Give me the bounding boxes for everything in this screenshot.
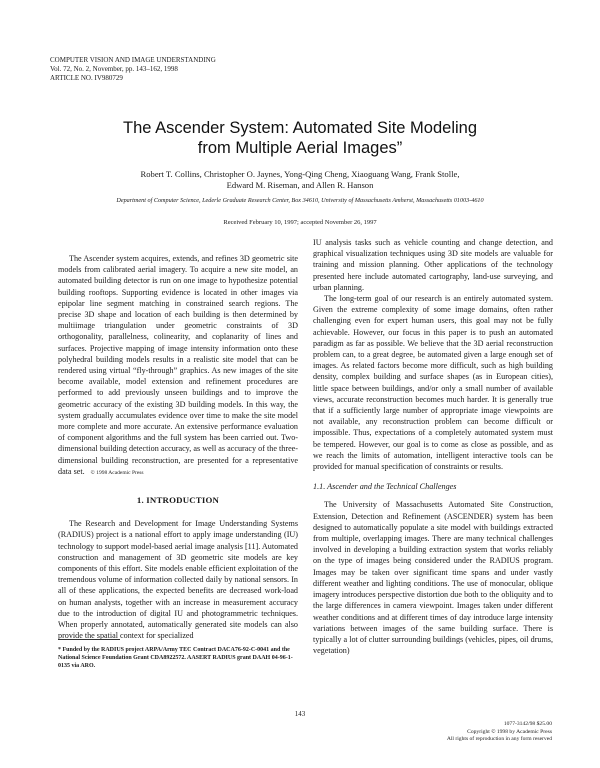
article-number: ARTICLE NO. IV980729	[50, 74, 123, 82]
authors-line-1: Robert T. Collins, Christopher O. Jaynes, Yong-Qing Cheng, Xiaoguang Wang, Frank Stolle,	[140, 169, 460, 179]
right-column	[313, 237, 553, 656]
received-dates: Received February 10, 1997; accepted November 26, 1997	[223, 219, 377, 226]
title-line-2: from Multiple Aerial Images”	[197, 139, 403, 157]
abstract-text: The Ascender system acquires, extends, and refines 3D geometric site models from calibrated aerial imagery. To acquire a new site model, an automated building detector is run on one image to hypothesize potential building rooftops. Supporting evidence is located in other images via epipolar line segment matching in constrained search regions. The precise 3D shape and location of each building is then determined by multiimage triangulation under geometric constraints of 3D orthogonality, parallelness, colinearity, and coplanarity of lines and surfaces. Projective mapping of image intensity information onto these polyhedral building models results in a realistic site model that can be rendered using virtual “fly-through” graphics. As new images of the site become available, model extension and refinement procedures are performed to add previously unseen buildings and to improve the geometric accuracy of the existing 3D building models. In this way, the system gradually accumulates evidence over time to make the site model more complete and more accurate. An extensive performance evaluation of component algorithms and the full system has been carried out. Two-dimensional building detection accuracy, as well as accuracy of the three-dimensional building reconstruction, are presented for a representative data set.	[58, 254, 298, 476]
journal-name: COMPUTER VISION AND IMAGE UNDERSTANDING	[50, 56, 216, 64]
title-line-1: The Ascender System: Automated Site Modeling	[122, 119, 478, 137]
footnote-divider	[58, 639, 120, 640]
intro-paragraph-3: The University of Massachusetts Automated Site Construction, Extension, Detection and Refinement (ASCENDER) system has been designed to automatically populate a site model with buildings extracted from multiple, overlapping images. There are many technical challenges involved in developing a building extraction system that works reliably on the type of images being considered under the RADIUS program. Images may be taken over significant time spans and under vastly different weather and lighting conditions. The use of monocular, oblique imagery introduces perspective distortion due both to the obliquity and to the large differences in camera viewpoint. Images taken under different weather conditions and at different times of day introduce large intensity variations between images of the same building surface. There is typically a lot of clutter surrounding buildings (vehicles, pipes, oil drums, vegetation)	[313, 500, 553, 656]
copyright-line: Copyright © 1998 by Academic Press	[467, 728, 552, 735]
funding-footnote: * Funded by the RADIUS project ARPA/Army TEC Contract DACA76-92-C-0041 and the National Science Foundation Grant CDA8922572. AASERT RADIUS grant DAAH 04-96-1-0135 via ARO.	[58, 647, 293, 669]
abstract-copyright: © 1998 Academic Press	[90, 469, 144, 476]
intro-paragraph-1: The Research and Development for Image Understanding Systems (RADIUS) project is a national effort to apply image understanding (IU) technology to support model-based aerial image analysis [11]. Automated construction and management of 3D geometric site models are key components of this effort. Site models enable efficient exploitation of the tremendous volume of information collected daily by national sensors. In all of these applications, the expected benefits are decreased work-load on human analysts, together with an increase in measurement accuracy due to the introduction of digital IU and photogrammetric techniques. When properly annotated, automatically generated site models can also provide the spatial context for specialized	[58, 519, 298, 641]
authors-line-2: Edward M. Riseman, and Allen R. Hanson	[226, 180, 374, 190]
journal-header	[50, 56, 350, 83]
section-heading-introduction: 1. INTRODUCTION	[136, 495, 220, 506]
copyright-block	[400, 721, 552, 744]
affiliation: Department of Computer Science, Lederle Graduate Research Center, Box 34610, University of Massachusetts Amherst, Massachusetts 01003-4610	[116, 197, 484, 204]
paper-title	[40, 118, 560, 158]
abstract	[58, 253, 298, 479]
author-list	[40, 169, 560, 191]
intro-paragraph-2: The long-term goal of our research is an entirely automated system. Given the extreme complexity of some image domains, often rather challenging even for expert human users, this goal may not be fully achievable. However, our focus in this paper is to push an automated paradigm as far as possible. We believe that the 3D aerial reconstruction problem can, to a great degree, be automated given a large enough set of images. As related factors become more difficult, such as high building density, complex building and surface shapes (as in European cities), little space between buildings, and/or only a small number of available views, accurate reconstruction becomes much harder. It is generally true that if a sufficiently large number of appropriate image viewpoints are not available, any reconstruction problem can become difficult or impossible. Thus, expectations of a completely automated system must be tempered. However, our goal is to come as close as possible, and as we reach the limits of automation, intelligent interactive tools can be provided for manual specification of constraints or results.	[313, 294, 553, 472]
page-number: 143	[294, 710, 306, 718]
rights-line: All rights of reproduction in any form reserved	[446, 736, 552, 742]
subsection-heading: 1.1. Ascender and the Technical Challenges	[313, 482, 457, 492]
left-column	[58, 253, 298, 642]
issn-price: 1077-3142/98 $25.00	[503, 721, 552, 727]
intro-paragraph-continued: IU analysis tasks such as vehicle counting and change detection, and graphical visualization techniques using 3D site models are valuable for training and mission planning. Other applications of the technology presented here include automated cartography, land-use surveying, and urban planning.	[313, 238, 553, 292]
volume-line: Vol. 72, No. 2, November, pp. 143–162, 1998	[50, 65, 178, 73]
